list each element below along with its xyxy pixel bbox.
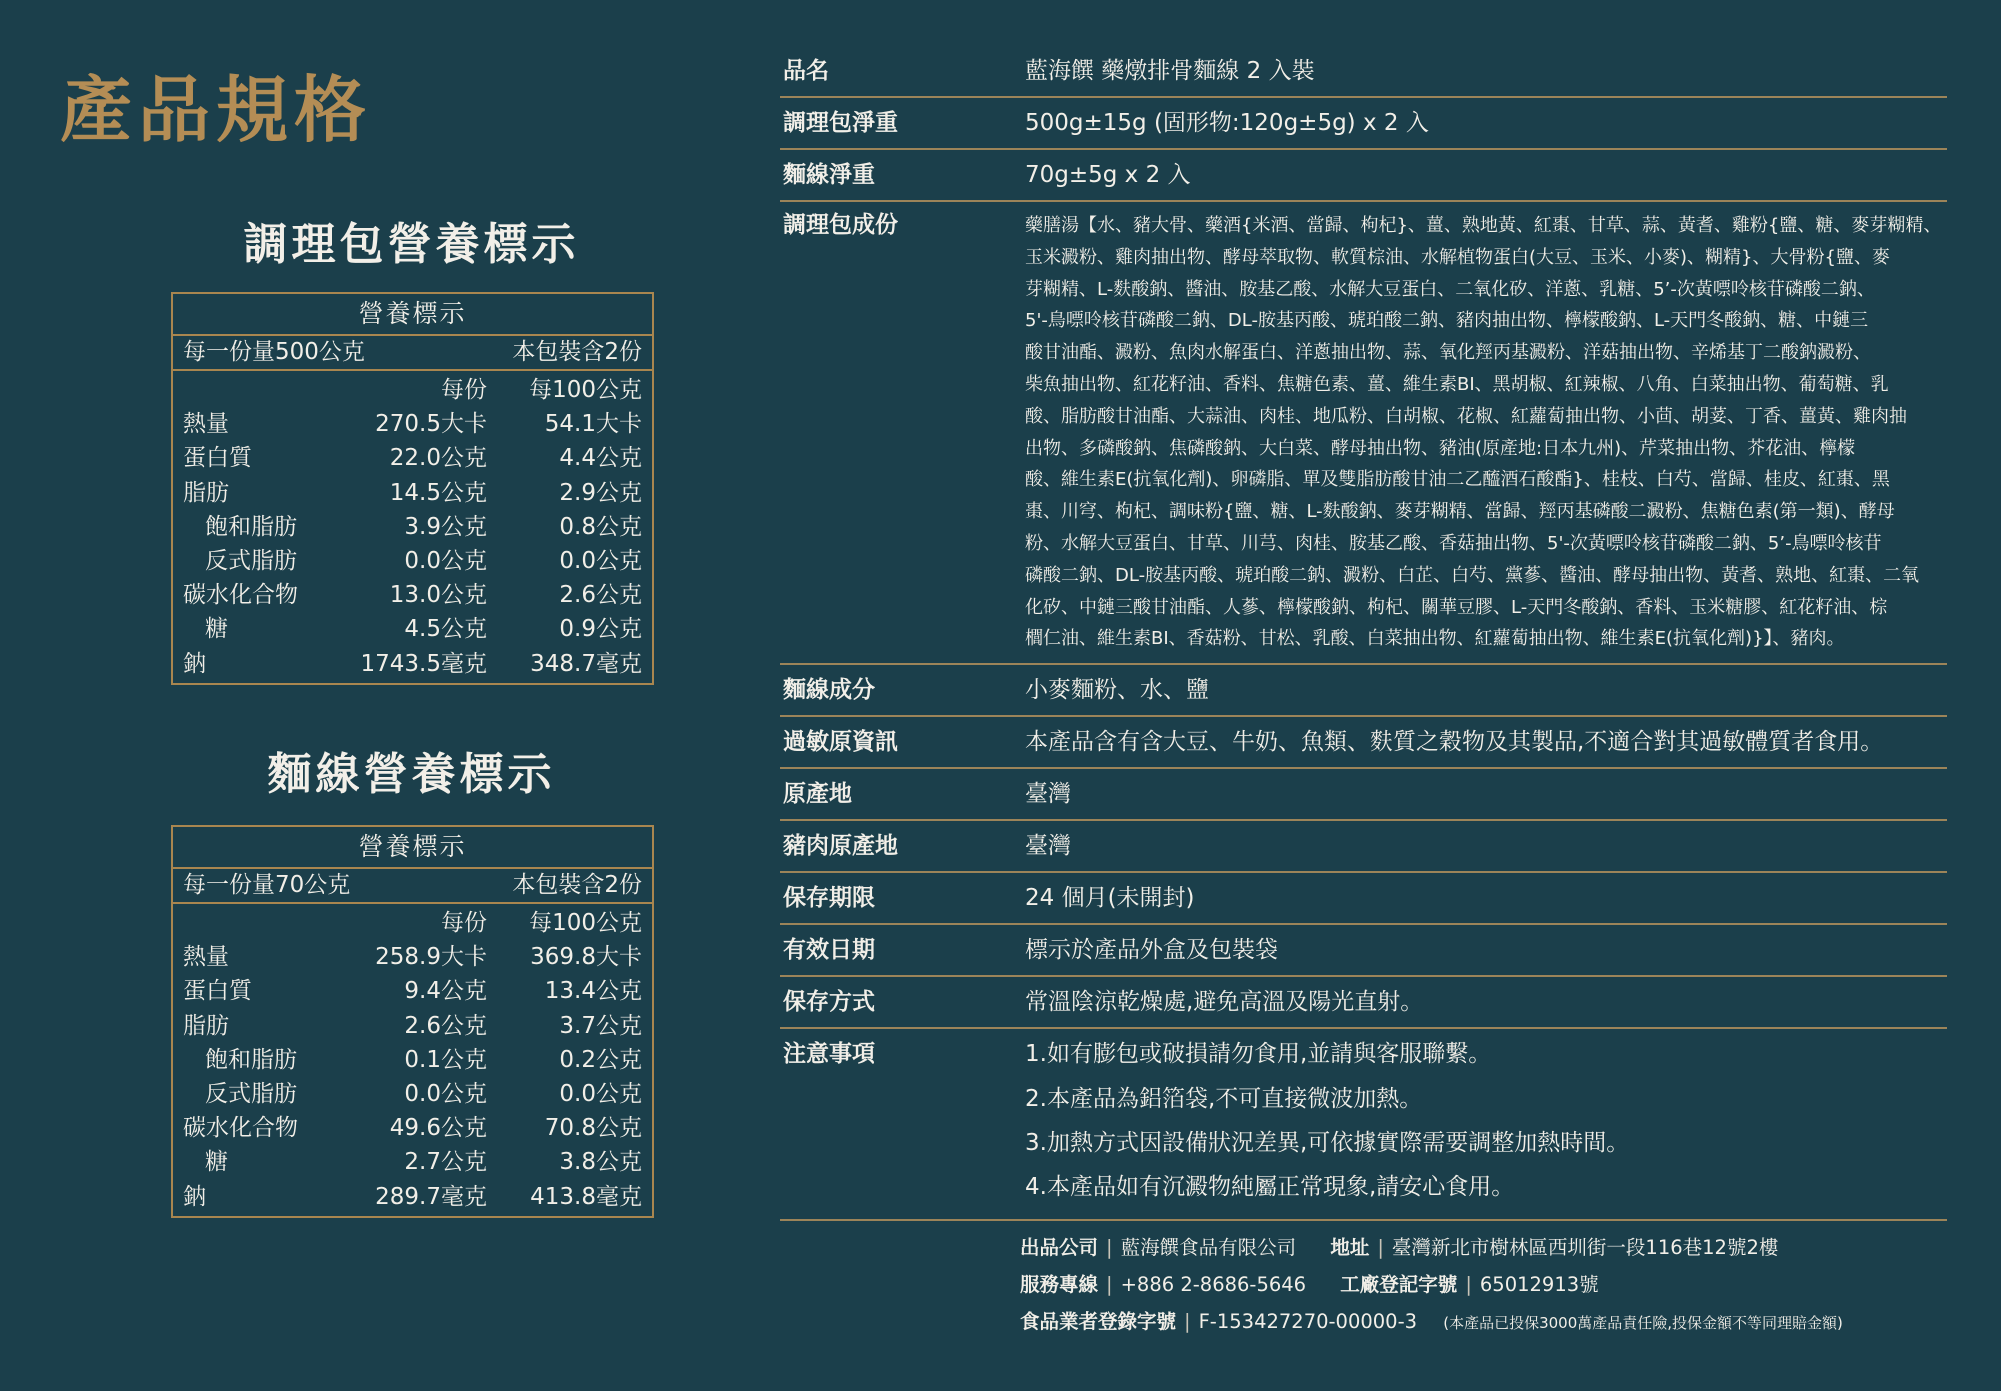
spec-row-sauce-ingredients [780,202,1947,665]
spec-row-shelf-life [780,873,1947,925]
nutrient-row [183,476,642,510]
noodle-nutrition-title: 麵線營養標示 [267,749,556,800]
col-per-100g: 每100公克 [529,377,642,403]
ingredients-line: 化矽、中鏈三酸甘油酯、人蔘、檸檬酸鈉、枸杞、關華豆膠、L-天門冬酸鈉、香料、玉米糖膠、紅花籽油、棕 [1025,596,1888,618]
footer-line-company: 出品公司 | 藍海饌食品有限公司 地址 | 臺灣新北市樹林區西圳街一段116巷12號2樓 [1020,1236,1779,1260]
per-100g-value: 2.9公克 [559,479,642,506]
nutrient-label: 鈉 [183,650,206,677]
spec-label: 有效日期 [783,937,875,964]
per-100g-value: 348.7毫克 [530,650,642,677]
note-item: 4.本產品如有沉澱物純屬正常現象,請安心食用。 [1025,1174,1515,1201]
spec-row-origin [780,769,1947,821]
per-100g-value: 0.2公克 [559,1046,642,1073]
ingredients-line: 棗、川穹、枸杞、調味粉{鹽、糖、L-麩酸鈉、麥芽糊精、當歸、羥丙基磷酸二澱粉、焦糖色素(第一類)、酵母 [1025,501,1895,523]
spec-label: 原產地 [783,781,852,808]
column-header-row [183,373,642,407]
per-serving-value: 2.7公克 [404,1149,487,1176]
per-serving-value: 22.0公克 [389,445,487,472]
note-item: 1.如有膨包或破損請勿食用,並請與客服聯繫。 [1025,1041,1492,1068]
per-100g-value: 0.8公克 [559,513,642,540]
nutrient-row [183,1145,642,1179]
column-header-row [183,906,642,940]
factory-label: 工廠登記字號 [1340,1273,1458,1297]
per-serving-value: 9.4公克 [404,978,487,1005]
noodle-nutrition-table [171,825,654,1218]
nutrient-label: 糖 [205,616,228,643]
per-serving-value: 13.0公克 [389,582,487,609]
spec-value: 24 個月(未開封) [1025,885,1195,912]
spec-row-name [780,46,1947,98]
spec-list [780,46,1947,1342]
company-name: 藍海饌食品有限公司 [1120,1236,1297,1260]
spec-label: 麵線成分 [783,677,875,704]
per-100g-value: 369.8大卡 [530,944,642,971]
ingredients-line: 芽糊精、L-麩酸鈉、醬油、胺基乙酸、水解大豆蛋白、二氧化矽、洋蔥、乳糖、5’-次黃嘌呤核苷磷酸二鈉、 [1025,278,1875,300]
per-100g-value: 0.0公克 [559,1080,642,1107]
ingredients-line: 粉、水解大豆蛋白、甘草、川芎、肉桂、胺基乙酸、香菇抽出物、5'-次黃嘌呤核苷磷酸二鈉、5’-鳥嘌呤核苷 [1025,532,1882,554]
ingredients-line: 酸甘油酯、澱粉、魚肉水解蛋白、洋蔥抽出物、蒜、氧化羥丙基澱粉、洋菇抽出物、辛烯基丁二酸鈉澱粉、 [1025,342,1871,364]
spec-value: 70g±5g x 2 入 [1025,162,1191,188]
spec-value: 500g±15g (固形物:120g±5g) x 2 入 [1025,110,1429,136]
spec-value: 臺灣 [1025,833,1071,860]
servings-per-pack: 本包裝含2份 [512,339,642,365]
hotline[interactable]: +886 2-8686-5646 [1120,1273,1307,1297]
nutrient-label: 脂肪 [183,479,229,506]
spec-label: 豬肉原產地 [783,833,898,860]
notes-list [1025,1039,1947,1209]
nutrient-label: 碳水化合物 [183,582,298,609]
nutrient-row [183,441,642,475]
nutrient-row [183,407,642,441]
per-100g-value: 3.7公克 [559,1012,642,1039]
per-100g-value: 0.9公克 [559,616,642,643]
ingredients-line: 5'-鳥嘌呤核苷磷酸二鈉、DL-胺基丙酸、琥珀酸二鈉、豬肉抽出物、檸檬酸鈉、L-天門冬酸鈉、糖、中鏈三 [1025,310,1869,332]
ingredients-line: 櫚仁油、維生素BI、香菇粉、甘松、乳酸、白菜抽出物、紅蘿蔔抽出物、維生素E(抗氧化劑)}】、豬肉。 [1025,628,1845,650]
spec-value: 標示於產品外盒及包裝袋 [1025,937,1278,964]
sauce-nutrition-title: 調理包營養標示 [243,219,580,270]
per-100g-value: 4.4公克 [559,445,642,472]
per-100g-value: 2.6公克 [559,582,642,609]
spec-label: 保存方式 [783,989,875,1016]
nutrient-label: 鈉 [183,1183,206,1210]
servings-per-pack: 本包裝含2份 [512,872,642,898]
spec-row-notes [780,1029,1947,1221]
nutrient-label: 反式脂肪 [205,1080,297,1107]
nutrient-row [183,1043,642,1077]
nutrient-row [183,578,642,612]
per-serving-value: 0.0公克 [404,547,487,574]
factory-number: 65012913號 [1479,1273,1599,1297]
ingredients-line: 酸、脂肪酸甘油酯、大蒜油、肉桂、地瓜粉、白胡椒、花椒、紅蘿蔔抽出物、小茴、胡荽、丁香、薑黃、雞肉抽 [1025,405,1907,427]
per-serving-value: 289.7毫克 [375,1183,487,1210]
spec-value: 臺灣 [1025,781,1071,808]
nutrient-label: 飽和脂肪 [205,1046,297,1073]
nutrient-label: 熱量 [183,411,229,438]
spec-label: 品名 [783,58,829,84]
per-100g-value: 3.8公克 [559,1149,642,1176]
per-serving-value: 258.9大卡 [375,944,487,971]
serving-size: 每一份量70公克 [183,872,351,898]
spec-label: 麵線淨重 [783,162,875,188]
per-100g-value: 0.0公克 [559,547,642,574]
nutrient-label: 碳水化合物 [183,1115,298,1142]
spec-label: 調理包淨重 [783,110,898,136]
col-per-100g: 每100公克 [529,910,642,936]
per-serving-value: 0.1公克 [404,1046,487,1073]
ingredients-text [1025,210,1947,655]
spec-value: 藍海饌 藥燉排骨麵線 2 入裝 [1025,58,1315,84]
spec-label: 保存期限 [783,885,875,912]
spec-row-pork-origin [780,821,1947,873]
nutrient-label: 脂肪 [183,1012,229,1039]
per-serving-value: 14.5公克 [389,479,487,506]
per-serving-value: 1743.5毫克 [360,650,487,677]
nutrient-row [183,1111,642,1145]
company-label: 出品公司 [1020,1236,1099,1260]
registry-label: 食品業者登錄字號 [1020,1310,1177,1334]
insurance-note: (本產品已投保3000萬產品責任險,投保金額不等同理賠金額) [1443,1314,1843,1333]
table-heading: 營養標示 [173,827,652,869]
ingredients-line: 藥膳湯【水、豬大骨、藥酒{米酒、當歸、枸杞}、薑、熟地黃、紅棗、甘草、蒜、黃耆、雞粉{鹽、糖、麥芽糊精、 [1025,215,1942,236]
nutrient-row [183,940,642,974]
spec-row-storage [780,977,1947,1029]
per-serving-value: 3.9公克 [404,513,487,540]
note-item: 3.加熱方式因設備狀況差異,可依據實際需要調整加熱時間。 [1025,1130,1630,1157]
serving-row [173,336,652,371]
page-title: 產品規格 [60,68,373,152]
per-100g-value: 413.8毫克 [530,1183,642,1210]
nutrient-label: 反式脂肪 [205,547,297,574]
footer-line-hotline: 服務專線 | +886 2-8686-5646 工廠登記字號 | 65012913號 [1020,1273,1599,1297]
per-100g-value: 13.4公克 [544,978,642,1005]
col-per-serving: 每份 [441,910,487,936]
per-100g-value: 70.8公克 [544,1115,642,1142]
spec-row-noodle-ingredients [780,665,1947,717]
spec-row-sauce-weight [780,98,1947,150]
nutrient-label: 飽和脂肪 [205,513,297,540]
note-item: 2.本產品為鋁箔袋,不可直接微波加熱。 [1025,1086,1423,1113]
nutrient-row [183,974,642,1008]
nutrient-row [183,1180,642,1214]
spec-row-allergen [780,717,1947,769]
spec-row-expiry [780,925,1947,977]
spec-value: 小麥麵粉、水、鹽 [1025,677,1209,704]
per-serving-value: 49.6公克 [389,1115,487,1142]
nutrient-label: 熱量 [183,944,229,971]
address: 臺灣新北市樹林區西圳街一段116巷12號2樓 [1391,1236,1779,1260]
ingredients-line: 磷酸二鈉、DL-胺基丙酸、琥珀酸二鈉、澱粉、白芷、白芍、黨蔘、醬油、酵母抽出物、黃耆、熟地、紅棗、二氧 [1025,564,1920,586]
nutrient-label: 蛋白質 [183,978,252,1005]
spec-value: 本產品含有含大豆、牛奶、魚類、麩質之穀物及其製品,不適合對其過敏體質者食用。 [1025,729,1884,756]
spec-row-noodle-weight [780,150,1947,202]
per-serving-value: 2.6公克 [404,1012,487,1039]
per-serving-value: 4.5公克 [404,616,487,643]
per-serving-value: 0.0公克 [404,1080,487,1107]
registry-number: F-153427270-00000-3 [1198,1310,1418,1334]
serving-size: 每一份量500公克 [183,339,365,365]
serving-row [173,869,652,904]
per-serving-value: 270.5大卡 [375,411,487,438]
nutrient-row [183,647,642,681]
footer-line-registry: 食品業者登錄字號 | F-153427270-00000-3 (本產品已投保3000萬產品責任險,投保金額不等同理賠金額) [1020,1310,1843,1334]
ingredients-line: 柴魚抽出物、紅花籽油、香料、焦糖色素、薑、維生素BI、黑胡椒、紅辣椒、八角、白菜抽出物、葡萄糖、乳 [1025,373,1889,395]
spec-label: 調理包成份 [783,212,898,238]
per-100g-value: 54.1大卡 [544,411,642,438]
spec-value: 常溫陰涼乾燥處,避免高溫及陽光直射。 [1025,989,1424,1016]
company-footer [780,1229,1947,1342]
sauce-nutrition-table [171,292,654,685]
nutrient-label: 蛋白質 [183,445,252,472]
nutrient-row [183,510,642,544]
col-per-serving: 每份 [441,377,487,403]
spec-label: 過敏原資訊 [783,729,898,756]
address-label: 地址 [1330,1236,1370,1260]
nutrient-row [183,1009,642,1043]
nutrient-label: 糖 [205,1149,228,1176]
spec-label: 注意事項 [783,1041,875,1068]
hotline-label: 服務專線 [1020,1273,1099,1297]
ingredients-line: 玉米澱粉、雞肉抽出物、酵母萃取物、軟質棕油、水解植物蛋白(大豆、玉米、小麥)、糊精}、大骨粉{鹽、麥 [1025,246,1890,268]
ingredients-line: 出物、多磷酸鈉、焦磷酸鈉、大白菜、酵母抽出物、豬油(原產地:日本九州)、芹菜抽出物、芥花油、檸檬 [1025,437,1856,459]
nutrient-row [183,612,642,646]
nutrient-row [183,544,642,578]
table-heading: 營養標示 [173,294,652,336]
nutrient-row [183,1077,642,1111]
ingredients-line: 酸、維生素E(抗氧化劑)、卵磷脂、單及雙脂肪酸甘油二乙醯酒石酸酯}、桂枝、白芍、當歸、桂皮、紅棗、黑 [1025,469,1890,491]
